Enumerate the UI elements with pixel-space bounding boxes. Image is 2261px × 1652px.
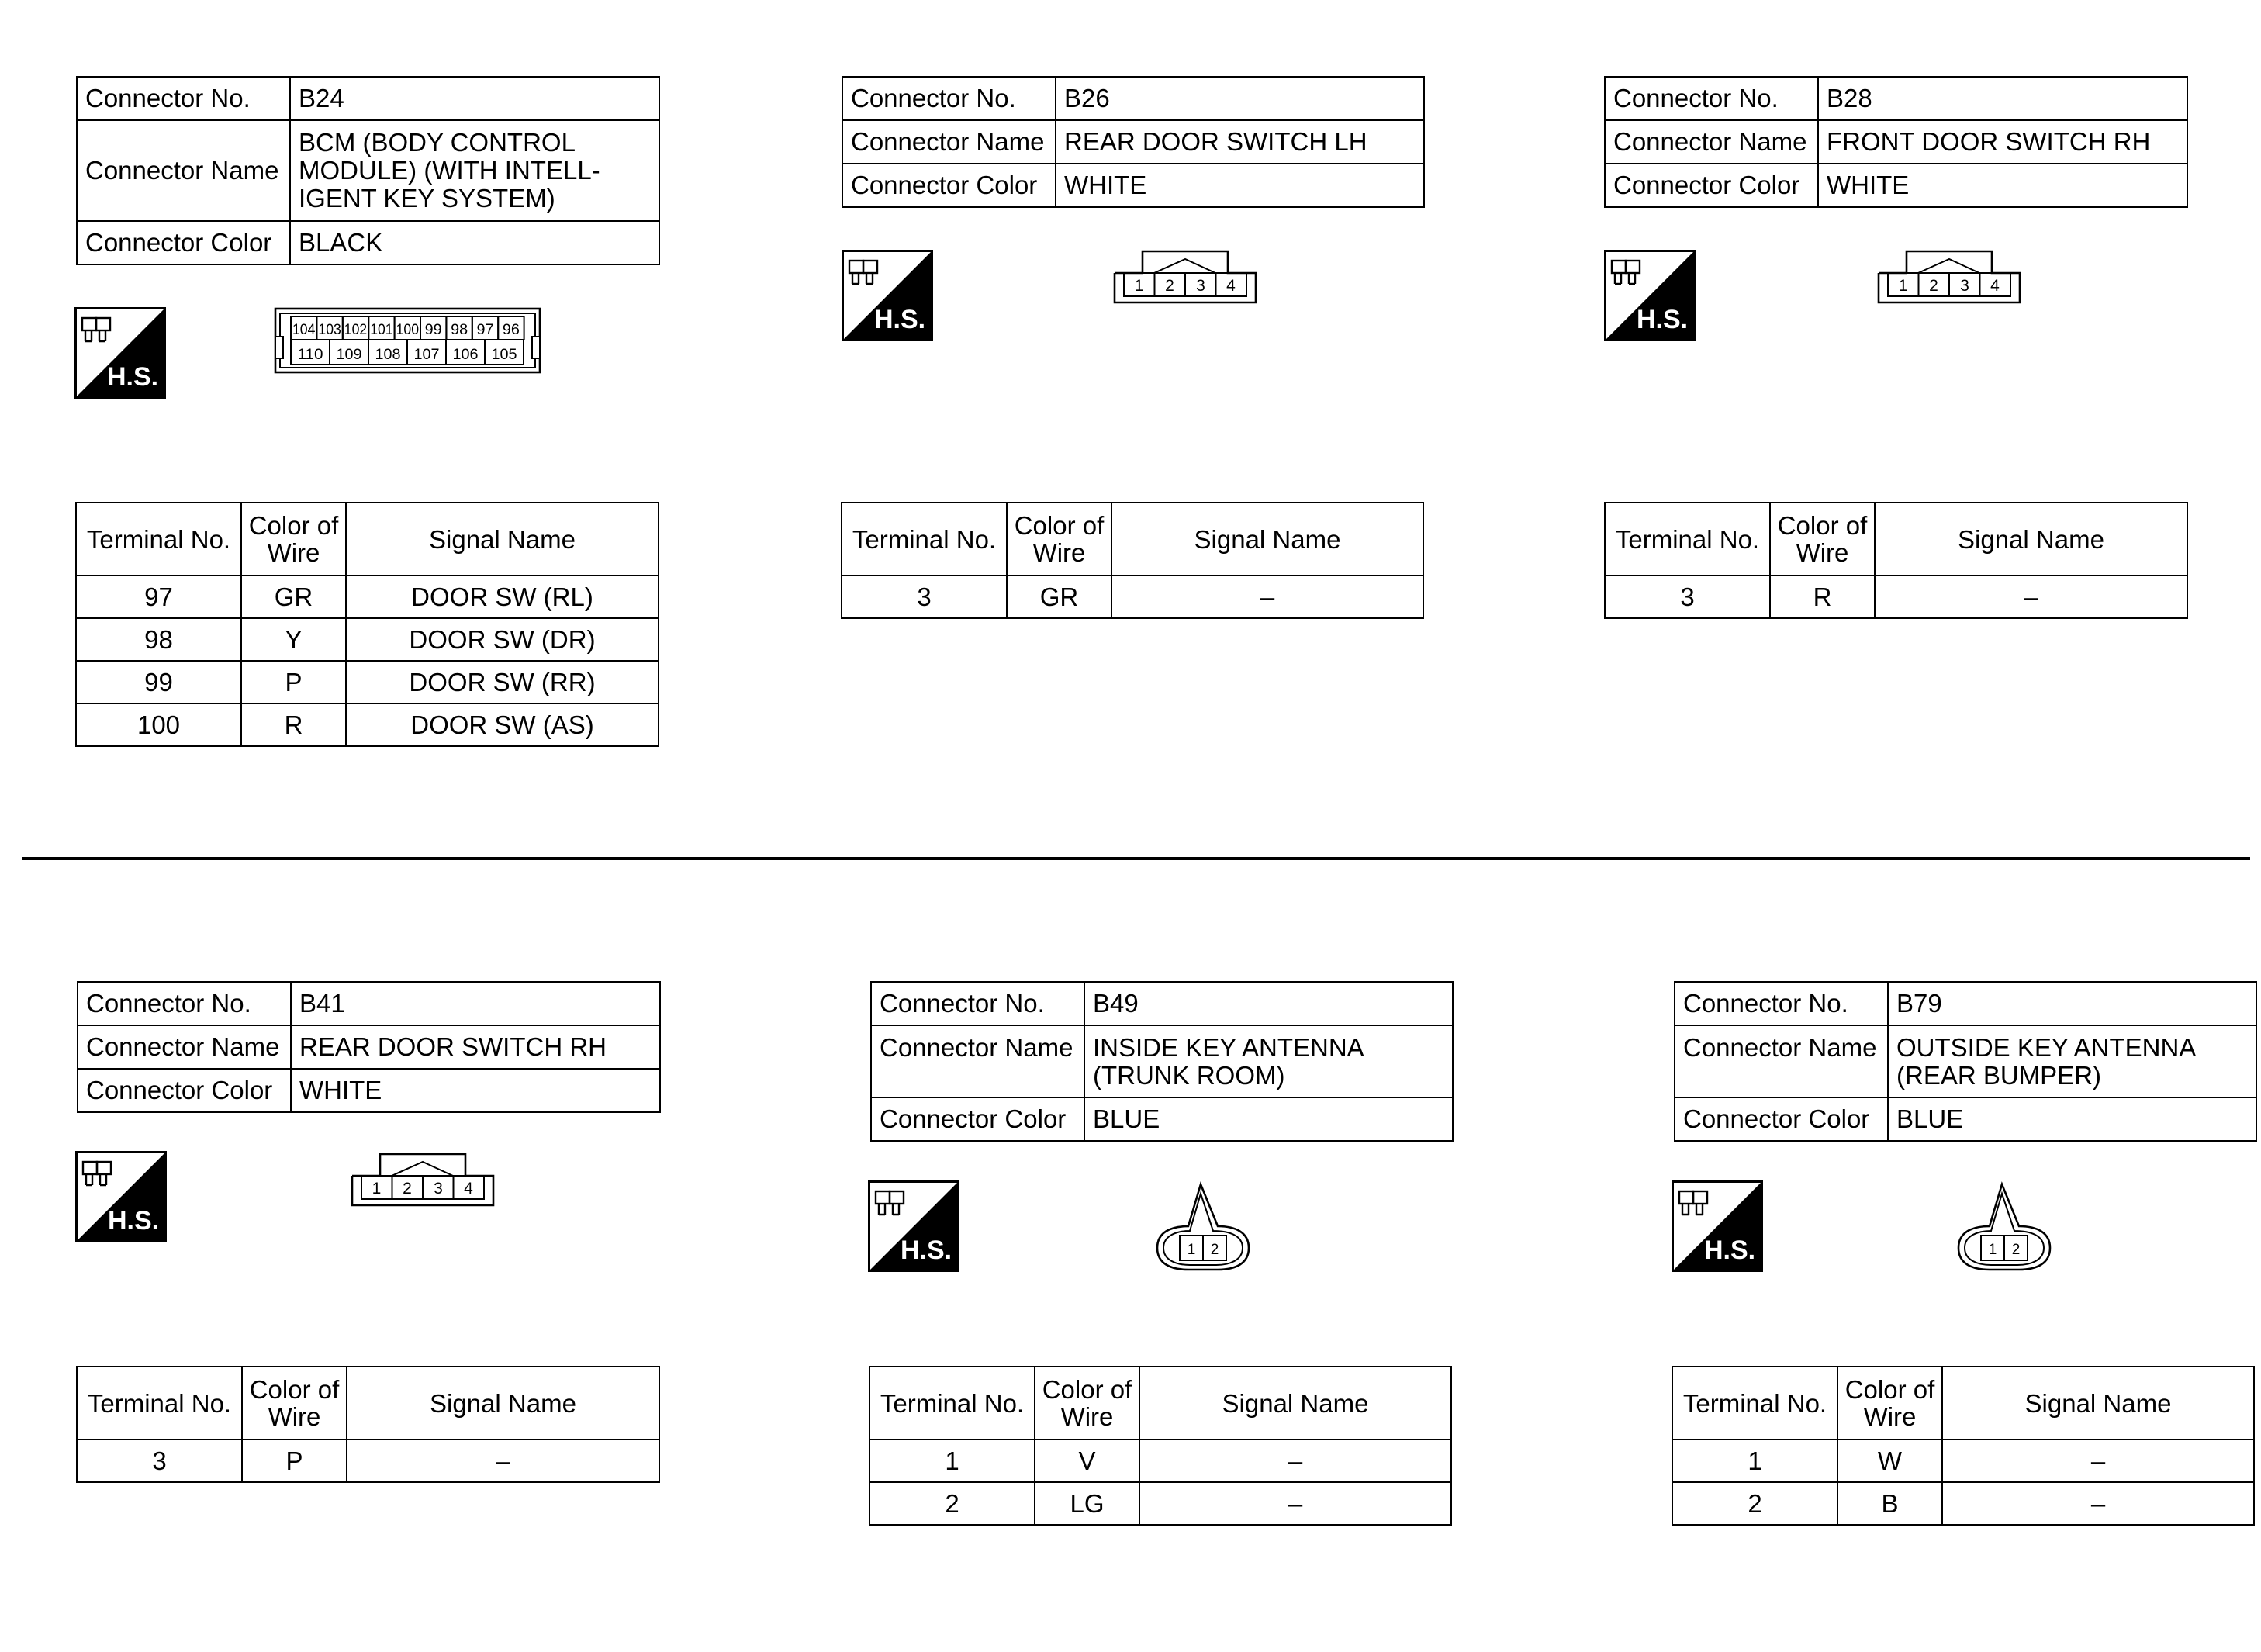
connector-info-table — [77, 981, 661, 1113]
connector-block-b49 — [870, 981, 1454, 1142]
wire-color-header-line: Wire — [1863, 1402, 1917, 1431]
terminal-no-cell: 2 — [869, 1482, 1035, 1525]
connector-block-b79 — [1674, 981, 2257, 1142]
connector-color-label: Connector Color — [78, 1069, 291, 1112]
connector-name-line: MODULE) (WITH INTELL- — [299, 156, 600, 185]
terminal-table — [841, 502, 1424, 619]
connector-no-label: Connector No. — [1605, 77, 1818, 120]
wire-color-header — [242, 1367, 347, 1439]
connector-info-table — [870, 981, 1454, 1142]
connector-color-value: BLACK — [290, 221, 659, 264]
connector-name-value — [1888, 1025, 2256, 1097]
signal-name-header: Signal Name — [346, 503, 659, 575]
pin-label: 1 — [1134, 277, 1144, 295]
pin-label: 3 — [1960, 277, 1969, 295]
signal-name-cell: DOOR SW (DR) — [346, 618, 659, 661]
terminal-no-header: Terminal No. — [842, 503, 1007, 575]
connector-no-label: Connector No. — [77, 77, 290, 120]
connector-info-table — [842, 76, 1425, 208]
pin-label: 103 — [318, 322, 341, 338]
wire-color-cell: Y — [241, 618, 346, 661]
terminal-no-cell: 100 — [76, 703, 241, 746]
wire-color-cell: W — [1837, 1439, 1942, 1482]
connector-name-line: OUTSIDE KEY ANTENNA — [1896, 1032, 2197, 1062]
connector-name-line: (TRUNK ROOM) — [1093, 1060, 1285, 1090]
wire-color-header — [1035, 1367, 1139, 1439]
connector-no-label: Connector No. — [842, 77, 1056, 120]
connector-name-value: REAR DOOR SWITCH RH — [291, 1025, 660, 1069]
connector-face-b24 — [274, 307, 541, 375]
pin-label: 2 — [1210, 1242, 1219, 1258]
pin-label: 98 — [451, 322, 468, 338]
wire-color-header-line: Wire — [267, 538, 320, 567]
signal-name-cell: – — [1942, 1439, 2254, 1482]
table-row — [869, 1439, 1451, 1482]
terminal-no-cell: 98 — [76, 618, 241, 661]
table-row — [869, 1482, 1451, 1525]
terminal-no-cell: 1 — [869, 1439, 1035, 1482]
table-row — [76, 703, 659, 746]
connector-info-table — [1604, 76, 2188, 208]
wire-color-header-line: Color of — [1777, 511, 1868, 540]
terminal-no-cell: 97 — [76, 575, 241, 618]
pin-label: 107 — [413, 347, 440, 363]
harness-side-icon — [74, 307, 168, 400]
terminal-table — [1672, 1366, 2255, 1526]
signal-name-cell: – — [1942, 1482, 2254, 1525]
connector-color-value: BLUE — [1084, 1097, 1453, 1141]
terminal-no-cell: 2 — [1672, 1482, 1837, 1525]
wire-color-cell: B — [1837, 1482, 1942, 1525]
connector-name-line: BCM (BODY CONTROL — [299, 128, 576, 157]
signal-name-header: Signal Name — [1139, 1367, 1451, 1439]
pin-label: 1 — [1988, 1242, 1997, 1258]
table-row — [76, 661, 659, 703]
connector-name-label: Connector Name — [871, 1025, 1084, 1097]
table-row — [77, 1439, 659, 1482]
terminal-no-cell: 99 — [76, 661, 241, 703]
wire-color-cell: P — [242, 1439, 347, 1482]
wire-color-cell: R — [241, 703, 346, 746]
terminal-no-header: Terminal No. — [1605, 503, 1770, 575]
signal-name-header: Signal Name — [347, 1367, 659, 1439]
pin-label: 2 — [2011, 1242, 2021, 1258]
connector-name-line: (REAR BUMPER) — [1896, 1060, 2102, 1090]
connector-name-value: FRONT DOOR SWITCH RH — [1818, 120, 2187, 164]
wire-color-header-line: Wire — [268, 1402, 321, 1431]
harness-side-icon — [868, 1180, 961, 1274]
wire-color-header — [1770, 503, 1875, 575]
pin-label: 2 — [1929, 277, 1938, 295]
pin-label: 105 — [491, 347, 517, 363]
signal-name-header: Signal Name — [1111, 503, 1423, 575]
signal-name-cell: – — [347, 1439, 659, 1482]
signal-name-cell: – — [1139, 1482, 1451, 1525]
wire-color-cell: P — [241, 661, 346, 703]
terminal-table-b28-wrap — [1604, 502, 2188, 619]
terminal-table — [869, 1366, 1452, 1526]
wire-color-cell: V — [1035, 1439, 1139, 1482]
terminal-no-cell: 1 — [1672, 1439, 1837, 1482]
connector-color-label: Connector Color — [842, 164, 1056, 207]
pin-label: 96 — [502, 322, 520, 338]
terminal-no-header: Terminal No. — [869, 1367, 1035, 1439]
pin-label: 110 — [297, 347, 323, 363]
connector-block-b28 — [1604, 76, 2188, 208]
pin-label: 4 — [1226, 277, 1236, 295]
wire-color-header-line: Color of — [1844, 1375, 1935, 1404]
section-divider — [22, 857, 2250, 860]
wire-color-header — [1837, 1367, 1942, 1439]
wire-color-header-line: Wire — [1060, 1402, 1114, 1431]
wire-color-header — [241, 503, 346, 575]
pin-label: 99 — [424, 322, 442, 338]
connector-color-label: Connector Color — [1675, 1097, 1888, 1141]
connector-info-table — [76, 76, 660, 265]
signal-name-cell: DOOR SW (AS) — [346, 703, 659, 746]
connector-color-value: WHITE — [291, 1069, 660, 1112]
pin-label: 102 — [344, 322, 368, 338]
wire-color-header — [1007, 503, 1111, 575]
connector-color-value: BLUE — [1888, 1097, 2256, 1141]
pin-label: 109 — [336, 347, 362, 363]
connector-block-b26 — [842, 76, 1425, 208]
connector-name-label: Connector Name — [1675, 1025, 1888, 1097]
wire-color-header-line: Wire — [1796, 538, 1849, 567]
signal-name-cell: DOOR SW (RL) — [346, 575, 659, 618]
wire-color-header-line: Color of — [248, 511, 339, 540]
pin-label: 97 — [476, 322, 494, 338]
pin-label: 3 — [1196, 277, 1205, 295]
terminal-table — [76, 1366, 660, 1483]
signal-name-cell: – — [1139, 1439, 1451, 1482]
signal-name-header: Signal Name — [1875, 503, 2187, 575]
wire-color-cell: GR — [241, 575, 346, 618]
harness-side-icon — [1672, 1180, 1765, 1274]
pin-label: 108 — [375, 347, 401, 363]
pin-label: 1 — [1898, 277, 1908, 295]
connector-info-table — [1674, 981, 2257, 1142]
terminal-table — [75, 502, 659, 747]
terminal-no-header: Terminal No. — [77, 1367, 242, 1439]
signal-name-cell: – — [1111, 575, 1423, 618]
terminal-no-cell: 3 — [1605, 575, 1770, 618]
table-row — [1605, 575, 2187, 618]
wire-color-header-line: Color of — [1042, 1375, 1132, 1404]
signal-name-cell: DOOR SW (RR) — [346, 661, 659, 703]
terminal-no-cell: 3 — [842, 575, 1007, 618]
wire-color-header-line: Color of — [249, 1375, 340, 1404]
connector-no-value: B24 — [290, 77, 659, 120]
pin-label: 106 — [452, 347, 479, 363]
terminal-table-b49-wrap — [869, 1366, 1452, 1526]
connector-block-b24 — [76, 76, 660, 265]
pin-label: 1 — [1187, 1242, 1196, 1258]
wire-color-cell: R — [1770, 575, 1875, 618]
connector-color-label: Connector Color — [1605, 164, 1818, 207]
terminal-no-header: Terminal No. — [1672, 1367, 1837, 1439]
connector-block-b41 — [77, 981, 661, 1113]
connector-color-label: Connector Color — [77, 221, 290, 264]
terminal-table-b26-wrap — [841, 502, 1424, 619]
pin-label: 2 — [403, 1180, 412, 1198]
pin-label: 4 — [464, 1180, 473, 1198]
connector-no-label: Connector No. — [78, 982, 291, 1025]
connector-no-value: B49 — [1084, 982, 1453, 1025]
pin-label: 104 — [292, 322, 316, 338]
connector-no-label: Connector No. — [1675, 982, 1888, 1025]
terminal-table-b79-wrap — [1672, 1366, 2255, 1526]
connector-face-b41 — [349, 1153, 496, 1238]
connector-name-value — [1084, 1025, 1453, 1097]
connector-face-b79 — [1955, 1183, 2055, 1273]
connector-face-b49 — [1154, 1183, 1253, 1273]
connector-name-label: Connector Name — [842, 120, 1056, 164]
connector-name-line: IGENT KEY SYSTEM) — [299, 184, 555, 213]
connector-no-value: B41 — [291, 982, 660, 1025]
pin-label: 3 — [434, 1180, 443, 1198]
connector-no-value: B79 — [1888, 982, 2256, 1025]
harness-side-icon — [842, 250, 935, 343]
connector-face-b28 — [1876, 250, 2023, 335]
signal-name-cell: – — [1875, 575, 2187, 618]
connector-name-label: Connector Name — [78, 1025, 291, 1069]
harness-side-icon — [75, 1151, 168, 1244]
terminal-table-b24-wrap — [75, 502, 659, 747]
pin-label: 2 — [1165, 277, 1174, 295]
wire-color-cell: LG — [1035, 1482, 1139, 1525]
wire-color-header-line: Color of — [1014, 511, 1105, 540]
terminal-table-b41-wrap — [76, 1366, 660, 1483]
connector-name-label: Connector Name — [77, 120, 290, 221]
connector-no-value: B28 — [1818, 77, 2187, 120]
pin-label: 101 — [370, 322, 393, 338]
connector-face-b26 — [1111, 250, 1259, 335]
table-row — [1672, 1482, 2254, 1525]
terminal-table — [1604, 502, 2188, 619]
table-row — [76, 618, 659, 661]
table-row — [76, 575, 659, 618]
table-row — [842, 575, 1423, 618]
connector-name-value — [290, 120, 659, 221]
connector-color-label: Connector Color — [871, 1097, 1084, 1141]
signal-name-header: Signal Name — [1942, 1367, 2254, 1439]
wire-color-cell: GR — [1007, 575, 1111, 618]
connector-name-label: Connector Name — [1605, 120, 1818, 164]
connector-name-line: INSIDE KEY ANTENNA — [1093, 1032, 1364, 1062]
connector-color-value: WHITE — [1056, 164, 1424, 207]
connector-name-value: REAR DOOR SWITCH LH — [1056, 120, 1424, 164]
terminal-no-header: Terminal No. — [76, 503, 241, 575]
connector-no-value: B26 — [1056, 77, 1424, 120]
table-row — [1672, 1439, 2254, 1482]
pin-label: 1 — [372, 1180, 382, 1198]
pin-label: 100 — [396, 322, 419, 338]
connector-color-value: WHITE — [1818, 164, 2187, 207]
pin-label: 4 — [1990, 277, 2000, 295]
connector-no-label: Connector No. — [871, 982, 1084, 1025]
terminal-no-cell: 3 — [77, 1439, 242, 1482]
harness-side-icon — [1604, 250, 1697, 343]
wire-color-header-line: Wire — [1032, 538, 1086, 567]
